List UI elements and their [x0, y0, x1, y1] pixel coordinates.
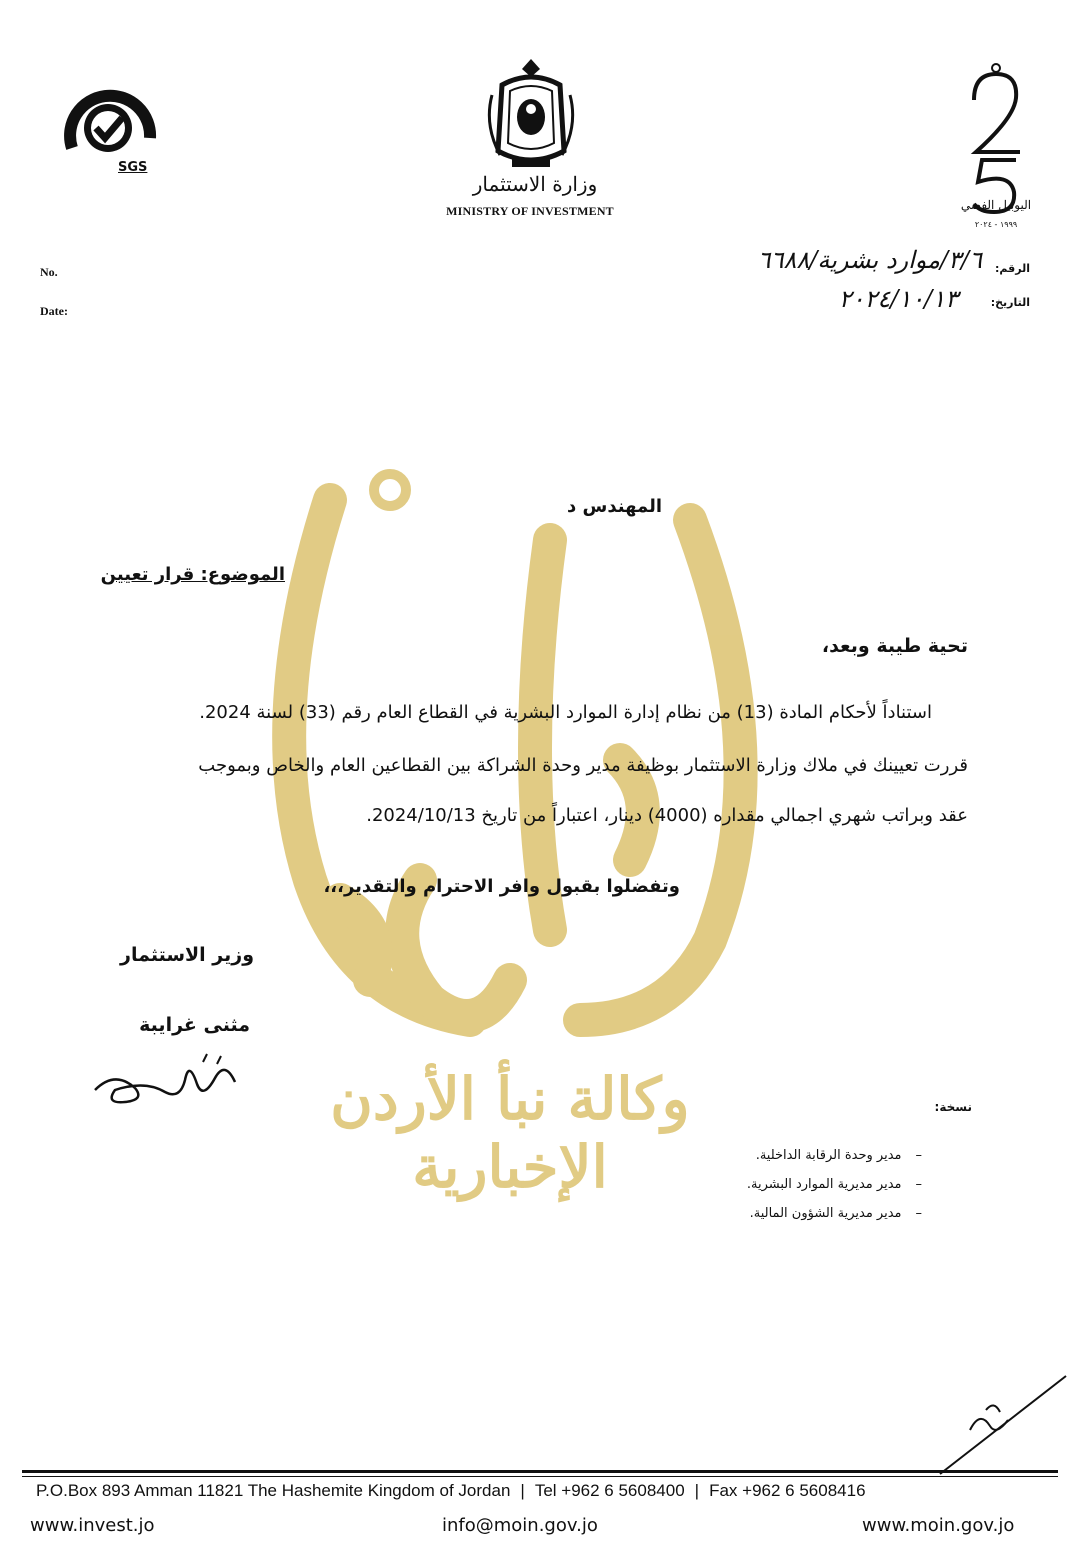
copies-list: [747, 1148, 922, 1235]
fax: Fax +962 6 5608416: [709, 1481, 866, 1500]
sgs-label: SGS: [118, 160, 148, 175]
paragraph-1: استناداً لأحكام المادة (13) من نظام إدارة الموارد البشرية في القطاع العام رقم (33) لسنة 2024.: [199, 702, 932, 723]
number-label-en: No.: [40, 265, 58, 279]
footer-rule-thick: [22, 1470, 1058, 1473]
date-label-ar: التاريخ:: [990, 296, 1030, 309]
minister-signature: [85, 1040, 255, 1120]
footer-rule-thin: [22, 1476, 1058, 1477]
paragraph-3: عقد وبراتب شهري اجمالي مقداره (4000) دينار، اعتباراً من تاريخ 2024/10/13.: [366, 805, 968, 826]
ministry-name-en: MINISTRY OF INVESTMENT: [446, 204, 614, 218]
jubilee-years: ١٩٩٩ - ٢٠٢٤: [974, 220, 1018, 229]
email-address[interactable]: info@moin.gov.jo: [442, 1515, 598, 1536]
minister-title: وزير الاستثمار: [120, 944, 254, 966]
footer-address: P.O.Box 893 Amman 11821 The Hashemite Kingdom of Jordan | Tel +962 6 5608400 | Fax +962 6 5608416: [36, 1481, 866, 1500]
initials-mark: [930, 1370, 1080, 1480]
greeting: تحية طيبة وبعد،: [821, 635, 968, 657]
minister-name: مثنى غرايبة: [139, 1014, 250, 1036]
silver-jubilee-25-logo: [950, 60, 1040, 220]
copies-label: نسخة:: [934, 1100, 972, 1114]
watermark-text: وكالة نبأ الأردن الإخبارية: [330, 1065, 690, 1201]
ministry-name-ar: وزارة الاستثمار: [472, 172, 598, 196]
jordan-emblem-icon: [482, 55, 580, 175]
reference-number: ٣/٦/موارد بشرية/٦٦٨٨: [757, 246, 982, 274]
list-item: –مدير مديرية الشؤون المالية.: [749, 1206, 922, 1221]
date-value: ٢٠٢٤/١٠/١٣: [838, 285, 958, 313]
date-label-en: Date:: [40, 304, 68, 318]
paragraph-2: قررت تعيينك في ملاك وزارة الاستثمار بوظيفة مدير وحدة الشراكة بين القطاعين العام والخاص وبموجب: [198, 755, 968, 776]
telephone: Tel +962 6 5608400: [534, 1481, 685, 1500]
addressee: المهندس د: [567, 496, 662, 517]
list-item: –مدير وحدة الرقابة الداخلية.: [755, 1148, 922, 1163]
website-invest[interactable]: www.invest.jo: [30, 1515, 155, 1536]
jubilee-caption: اليوبيل الفضي: [960, 198, 1032, 212]
list-item: –مدير مديرية الموارد البشرية.: [746, 1177, 922, 1192]
po-box: P.O.Box 893 Amman 11821 The Hashemite Kingdom of Jordan: [36, 1481, 511, 1500]
website-moin[interactable]: www.moin.gov.jo: [862, 1515, 1015, 1536]
closing-line: وتفضلوا بقبول وافر الاحترام والتقدير،،،: [323, 876, 680, 897]
subject-line: الموضوع: قرار تعيين: [100, 564, 285, 585]
number-label-ar: الرقم:: [995, 262, 1030, 275]
